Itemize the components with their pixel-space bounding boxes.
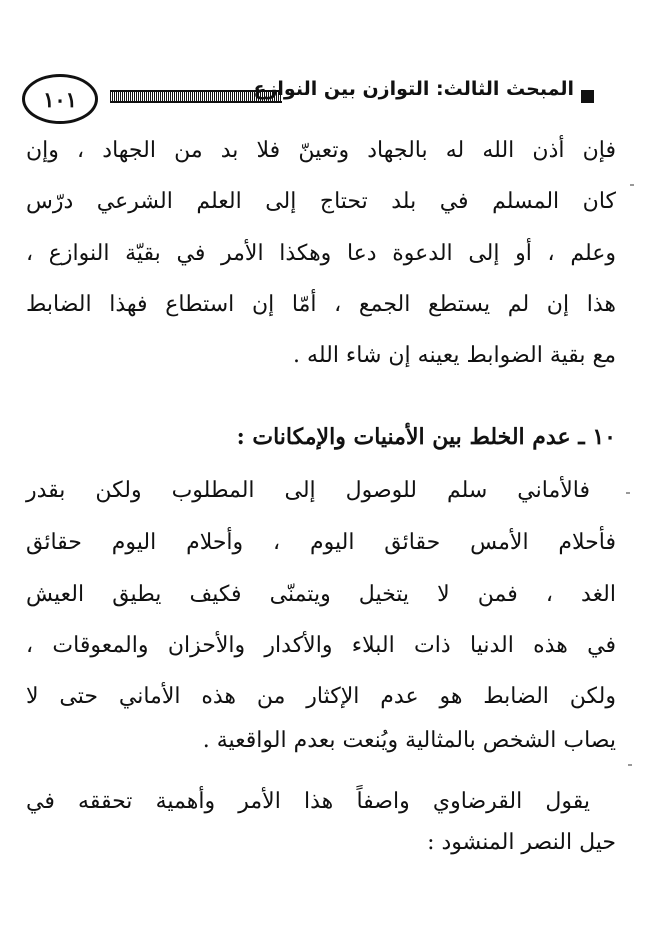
text-line: يصاب الشخص بالمثالية ويُنعت بعدم الواقعية . — [202, 728, 616, 753]
text-line: فالأماني سلم للوصول إلى المطلوب ولكن بقدر — [26, 478, 590, 503]
text-line: مع بقية الضوابط يعينه إن شاء الله . — [293, 343, 616, 368]
page-header — [20, 74, 604, 124]
text-line: في هذه الدنيا ذات البلاء والأكدار والأحزان والمعوقات ، — [26, 633, 616, 658]
text-line: كان المسلم في بلد تحتاج إلى العلم الشرعي درّس — [26, 189, 616, 214]
text-line: يقول القرضاوي واصفاً هذا الأمر وأهمية تحققه في — [26, 789, 590, 814]
section-heading: ١٠ ـ عدم الخلط بين الأمنيات والإمكانات : — [236, 424, 616, 450]
text-line: الغد ، فمن لا يتخيل ويتمنّى فكيف يطيق العيش — [26, 582, 616, 607]
text-line: وعلم ، أو إلى الدعوة دعا وهكذا الأمر في بقيّة النوازع ، — [26, 241, 616, 266]
scan-speck — [626, 492, 630, 494]
scan-speck — [628, 764, 632, 766]
text-line: حيل النصر المنشود : — [427, 830, 616, 855]
text-line: هذا إن لم يستطع الجمع ، أمّا إن استطاع فهذا الضابط — [26, 292, 616, 317]
page-number: ١٠١ — [22, 74, 98, 124]
text-line: ولكن الضابط هو عدم الإكثار من هذه الأماني حتى لا — [26, 684, 616, 709]
text-line: فإن أذن الله له بالجهاد وتعينّ فلا بد من الجهاد ، وإن — [26, 138, 616, 163]
square-bullet-icon — [581, 90, 594, 103]
text-line: فأحلام الأمس حقائق اليوم ، وأحلام اليوم حقائق — [26, 530, 616, 555]
chapter-title: المبحث الثالث: التوازن بين النوازع — [253, 78, 574, 100]
scan-speck — [630, 184, 634, 186]
